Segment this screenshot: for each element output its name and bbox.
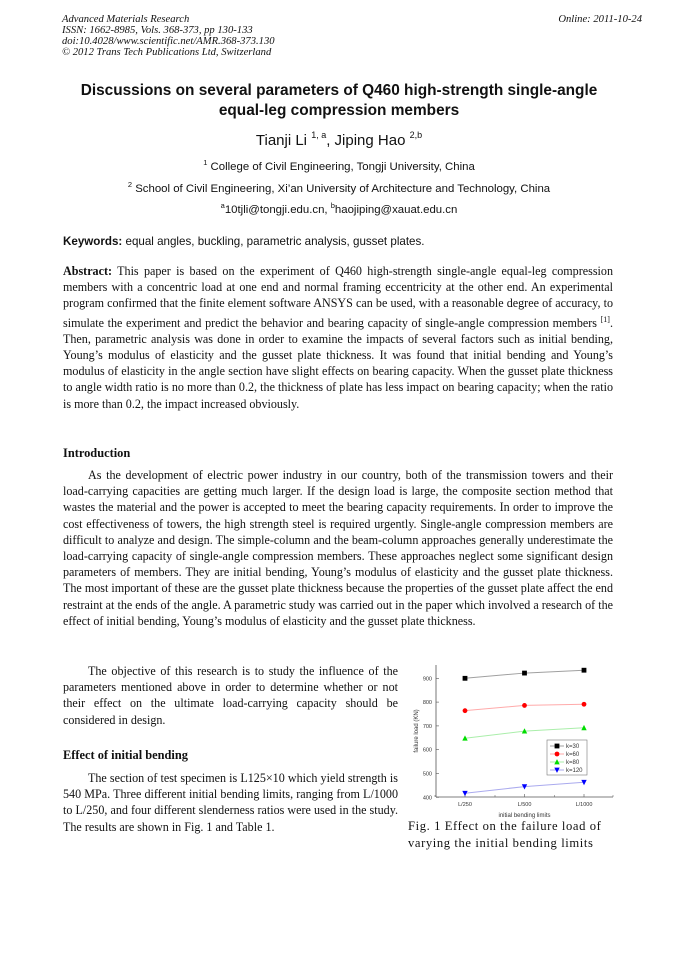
data-point: [582, 668, 587, 673]
y-tick-label: 600: [422, 747, 432, 754]
figure-caption: Fig. 1 Effect on the failure load of varying the initial bending limits: [408, 819, 602, 850]
chart-series: [462, 668, 586, 796]
series-k-30: [463, 668, 587, 681]
abstract-text-1: This paper is based on the experiment of Q460 high-strength single-angle equal-leg compression members with a concentric load at one end and normal framing eccentricity at the other end. An experimental program confirmed that the finite element software ANSYS can be used, with a reasonable degree of accuracy, to simulate the experiment and predict the behavior and bearing capacity of single-angle compression members: [63, 264, 613, 330]
title-line-1: Discussions on several parameters of Q460 high-strength single-angle: [80, 82, 598, 99]
data-point: [582, 702, 587, 707]
keywords-text: equal angles, buckling, parametric analysis, gusset plates.: [122, 235, 425, 248]
chart-axes: [423, 665, 613, 808]
intro-paragraph-2: The objective of this research is to study the influence of the parameters mentioned above in order to determine whether or not their effect on the ultimate load-carrying capacity should be considered in design.: [63, 664, 398, 727]
issn: ISSN: 1662-8985, Vols. 368-373, pp 130-133: [62, 25, 253, 36]
section-heading-introduction: Introduction: [63, 446, 131, 460]
paper-title: [40, 81, 638, 121]
copyright: © 2012 Trans Tech Publications Ltd, Switzerland: [62, 47, 272, 58]
series-k-120: [462, 780, 586, 796]
y-tick-label: 800: [422, 700, 432, 707]
intro-paragraph-1: As the development of electric power industry in our country, both of the transmission towers and their load-carrying capacities are getting much larger. If the design load is large, the composite section method that wastes the material and the power is accepted to meet the bearing capacity requirements. In order to improve the cost effectiveness of towers, the high strength steel is required urgently. Single-angle compression members are difficult to analyze and design. The simple-column and the beam-column approaches generally underestimate the load-carrying capacity of single-angle compression members. These approaches neglect some significant design parameters of members. They are initial bending, Young’s modulus of elasticity and the gusset plate thickness. The most important of these are the gusset plate thickness because the properties of the gusset plate affect the end restraint at the ends of the angle. A parametric study was carried out in the paper which involved a research of the effect of initial bending, Young’s modulus of elasticity and the gusset plate thickness.: [63, 468, 613, 628]
data-point: [522, 671, 527, 676]
affil-2-sup: 2: [127, 180, 133, 189]
section-heading-initial-bending: Effect of initial bending: [63, 748, 188, 762]
y-tick-label: 700: [422, 723, 432, 730]
email-a[interactable]: 10tjli@tongji.edu.cn,: [224, 204, 331, 216]
author-2: , Jiping Hao: [326, 132, 406, 149]
keywords-label: Keywords:: [63, 235, 123, 248]
legend-marker: [555, 752, 560, 757]
data-point: [463, 676, 468, 681]
author-1-sup: 1, a: [311, 130, 327, 140]
author-2-sup: 2,b: [409, 130, 423, 140]
email-a-sup: a: [220, 201, 225, 210]
affiliation-2: [0, 180, 678, 195]
x-tick-label: L/250: [458, 802, 472, 808]
abstract-text-2: . Then, parametric analysis was done in order to examine the impacts of several factors such as initial bending, Young’s modulus of elasticity and the gusset plate thickness. It was found that initial bending and Young’s modulus of elasticity in the angle section have slight effects on bearing capacity. When the gusset plate thickness to angle width ratio is no more than 0.2, the thickness of plate has less impact on bearing capacity; when the ratio is more than 0.2, the impact increased obviously.: [63, 315, 613, 411]
y-tick-label: 900: [422, 676, 432, 683]
x-tick-label: L/500: [517, 802, 532, 808]
x-axis-title: initial bending limits: [498, 813, 551, 819]
journal-name: Advanced Materials Research: [62, 14, 190, 25]
x-tick-label: L/1000: [575, 802, 593, 808]
affiliation-1: [0, 158, 678, 173]
doi: doi:10.4028/www.scientific.net/AMR.368-373.130: [62, 36, 275, 47]
data-point: [522, 703, 527, 708]
email-b[interactable]: haojiping@xauat.edu.cn: [334, 204, 458, 216]
y-axis-title: failure load (KN): [414, 709, 420, 753]
legend-label: k=30: [566, 744, 580, 750]
chart-legend: [547, 740, 587, 775]
title-line-2: equal-leg compression members: [218, 102, 460, 119]
keywords: [63, 235, 425, 248]
series-k-60: [463, 702, 587, 713]
affil-1-text: College of Civil Engineering, Tongji University, China: [207, 161, 475, 173]
journal-header: [62, 14, 275, 58]
bending-paragraph-1: The section of test specimen is L125×10 which yield strength is 540 MPa. Three different initial bending limits, ranging from L/1000 to L/250, and four different slenderness ratios were used in the study. The results are shown in Fig. 1 and Table 1.: [63, 771, 398, 834]
data-point: [463, 708, 468, 713]
emails: [0, 201, 678, 216]
authors: [0, 130, 678, 149]
affil-1-sup: 1: [203, 158, 208, 167]
y-tick-label: 400: [422, 795, 432, 802]
email-b-sup: b: [330, 201, 335, 210]
citation-ref[interactable]: [1]: [600, 314, 610, 324]
failure-load-chart: [405, 660, 625, 820]
series-k-80: [462, 725, 586, 741]
legend-marker: [555, 744, 560, 749]
online-date: Online: 2011-10-24: [558, 14, 642, 25]
abstract-label: Abstract:: [63, 264, 113, 278]
affil-2-text: School of Civil Engineering, Xi’an University of Architecture and Technology, China: [132, 183, 551, 195]
y-tick-label: 500: [422, 771, 432, 778]
abstract: [63, 263, 613, 412]
author-1: Tianji Li: [255, 132, 308, 149]
legend-label: k=120: [566, 768, 583, 774]
legend-label: k=80: [566, 760, 580, 766]
legend-label: k=60: [566, 752, 580, 758]
